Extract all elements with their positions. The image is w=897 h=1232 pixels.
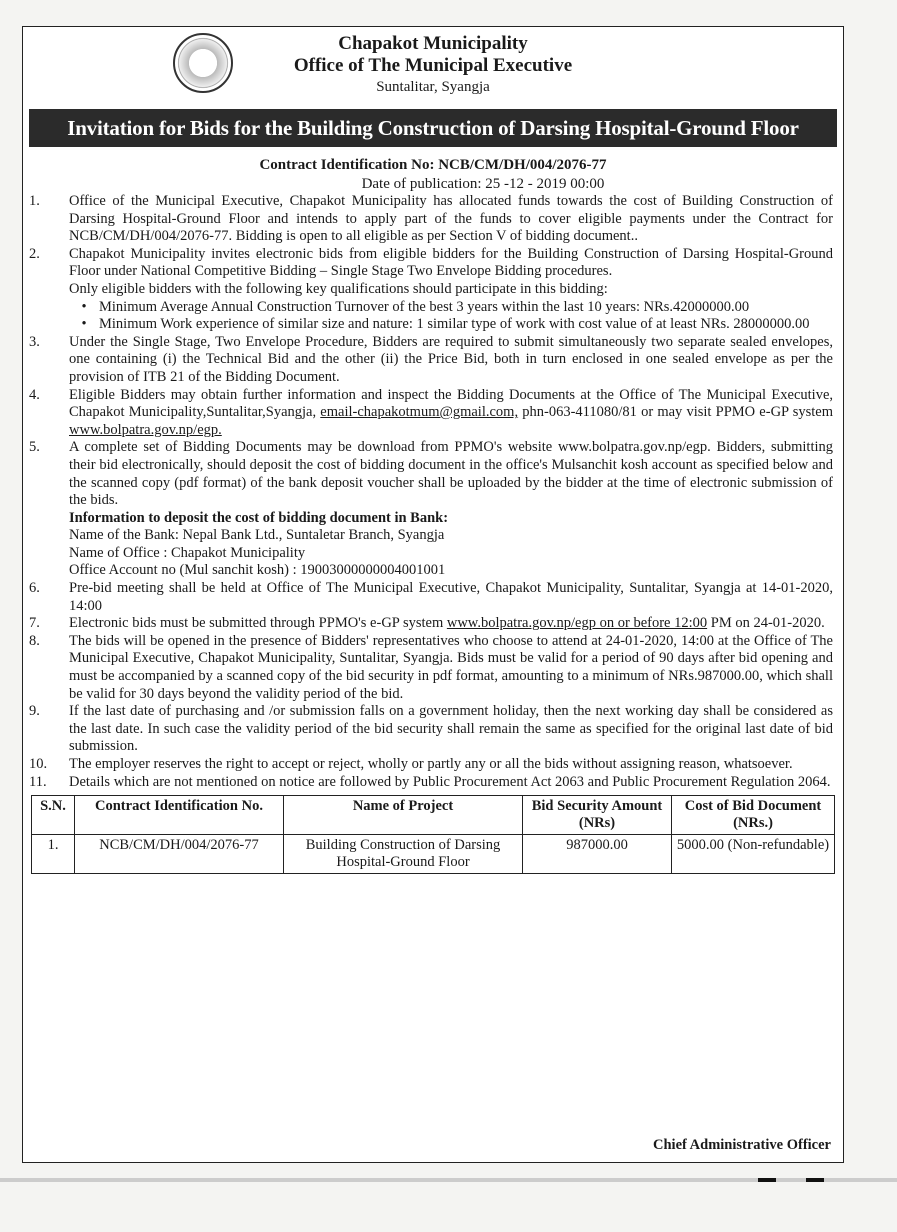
office-name: Office of The Municipal Executive	[293, 55, 573, 76]
qualification-bullet: • Minimum Average Annual Construction Turnover of the best 3 years within the last 10 years: NRs.42000000.00	[81, 298, 750, 315]
qualification-bullet: • Minimum Work experience of similar size and nature: 1 similar type of work with cost value of at least NRs. 28000000.00	[81, 316, 810, 333]
org-address: Suntalitar, Syangja	[376, 79, 490, 95]
list-item: 4. Eligible Bidders may obtain further information and inspect the Bidding Documents at the Office of The Municipal Executive, Chapakot Municipality,Suntalitar,Syangja, email-chapakotmum@gmail.com, phn-063-411080/81 or may visit PPMO e-GP system www.bolpatra.gov.np/egp.	[29, 386, 834, 438]
bank-info-heading: Information to deposit the cost of bidding document in Bank:	[69, 509, 449, 526]
notice-items	[29, 193, 833, 791]
divider-dash	[806, 1178, 824, 1182]
list-item: 6. Pre-bid meeting shall be held at Office of The Municipal Executive, Chapakot Municipality, Suntalitar, Syangja at 14-01-2020, 14:00	[29, 580, 833, 614]
table-row: 1. NCB/CM/DH/004/2076-77 Building Construction of Darsing Hospital-Ground Floor 987000.00 5000.00 (Non-refundable)	[32, 835, 835, 874]
office-name-line: Name of Office : Chapakot Municipality	[69, 544, 306, 561]
list-item: 11. Details which are not mentioned on notice are followed by Public Procurement Act 2063 and Public Procurement Regulation 2064.	[29, 773, 831, 790]
egp-link[interactable]: www.bolpatra.gov.np/egp on or before 12:00	[446, 615, 708, 632]
list-item: 1. Office of the Municipal Executive, Chapakot Municipality has allocated funds towards the cost of Building Construction of Darsing Hospital-Ground Floor and intends to apply part of the funds to cover eligible payments under the Contract for NCB/CM/DH/004/2076-77. Bidding is open to all eligible as per Section V of bidding document..	[29, 193, 833, 245]
email-link[interactable]: email-chapakotmum@gmail.com,	[320, 404, 519, 421]
notice-title-banner: Invitation for Bids for the Building Construction of Darsing Hospital-Ground Floor	[29, 109, 837, 147]
egp-link[interactable]: www.bolpatra.gov.np/egp.	[69, 421, 222, 438]
list-item: 2. Chapakot Municipality invites electronic bids from eligible bidders for the Building Construction of Darsing Hospital-Ground Floor under National Competitive Bidding – Single Stage Two Envelope Bidding procedures. Only eligible bidders with the following key qualifications should participate in this bidding: • Minimum Average Annual Construction Turnover of the best 3 years within the last 10 years: NRs.42000000.00 • Minimum Work experience of similar size and nature: 1 similar type of work with cost value of at least NRs. 28000000.00	[29, 245, 833, 333]
list-item: 8. The bids will be opened in the presence of Bidders' representatives who choose to attend at 24-01-2020, 14:00 at the Office of The Municipal Executive, Chapakot Municipality, Suntalitar, Syangja. Bids must be valid for a period of 90 days after bid opening and must be accompanied by a scanned copy of the bid security in pdf format, amounting to a minimum of NRs.987000.00, which shall be valid for 30 days beyond the validity period of the bid.	[29, 632, 833, 702]
divider-dash	[758, 1178, 776, 1182]
list-item: 3. Under the Single Stage, Two Envelope Procedure, Bidders are required to submit simultaneously two separate sealed envelopes, one containing (i) the Technical Bid and the other (ii) the Price Bid, both in turn enclosed in one sealed envelope as per the provision of ITB 21 of the Bidding Document.	[29, 333, 833, 385]
list-item: 7. Electronic bids must be submitted through PPMO's e-GP system www.bolpatra.gov.np/egp on or before 12:00 PM on 24-01-2020.	[29, 615, 825, 632]
list-item: 9. If the last date of purchasing and /or submission falls on a government holiday, then the next working day shall be considered as the last date. In such case the validity period of the bid security shall remain the same as specified for the original last date of bid submission.	[29, 703, 833, 755]
notice-paper	[22, 26, 844, 1163]
contract-id: Contract Identification No: NCB/CM/DH/004/2076-77	[259, 157, 607, 173]
list-item: 5. A complete set of Bidding Documents may be download from PPMO's website www.bolpatra.gov.np/egp. Bidders, submitting their bid electronically, should deposit the cost of bidding document in the office's Mulsanchit kosh account as specified below and the scanned copy (pdf format) of the bank deposit voucher shall be uploaded by the bidder at the time of electronic submission of the bids. Information to deposit the cost of bidding document in Bank: Name of the Bank: Nepal Bank Ltd., Suntaletar Branch, Syangja Name of Office : Chapakot Municipality Office Account no (Mul sanchit kosh) : 19003000000004001001	[29, 439, 833, 579]
notice-header	[23, 27, 843, 109]
list-item: 10. The employer reserves the right to accept or reject, wholly or partly any or all the bids without assigning reason, whatsoever.	[29, 756, 793, 772]
bid-table	[31, 795, 835, 874]
table-header-row: S.N. Contract Identification No. Name of Project Bid Security Amount (NRs) Cost of Bid Document (NRs.)	[32, 796, 835, 835]
bank-name: Name of the Bank: Nepal Bank Ltd., Suntaletar Branch, Syangja	[69, 527, 445, 544]
signature-title: Chief Administrative Officer	[653, 1137, 831, 1153]
publication-date: Date of publication: 25 -12 - 2019 00:00	[361, 176, 605, 192]
account-number: Office Account no (Mul sanchit kosh) : 19003000000004001001	[69, 562, 446, 579]
org-name: Chapakot Municipality	[338, 33, 528, 54]
